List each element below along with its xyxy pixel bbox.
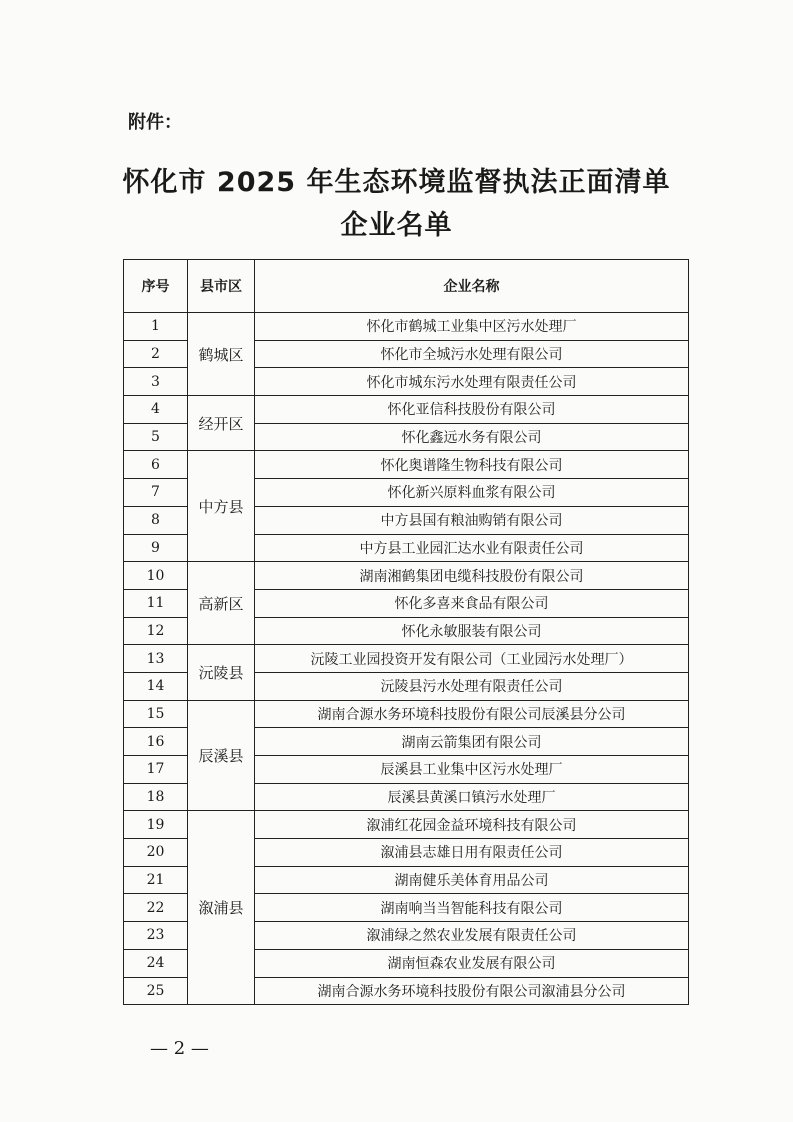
table-header-row <box>124 260 689 313</box>
county-cell: 溆浦县 <box>188 811 255 1005</box>
row-index: 3 <box>124 368 188 396</box>
row-index: 10 <box>124 562 188 590</box>
county-cell: 辰溪县 <box>188 700 255 811</box>
company-name: 沅陵工业园投资开发有限公司（工业园污水处理厂） <box>255 645 689 673</box>
row-index: 9 <box>124 534 188 562</box>
company-name: 湖南健乐美体育用品公司 <box>255 866 689 894</box>
row-index: 17 <box>124 756 188 784</box>
row-index: 4 <box>124 396 188 424</box>
document-title: 怀化市 2025 年生态环境监督执法正面清单 <box>122 167 671 198</box>
company-name: 湖南响当当智能科技有限公司 <box>255 894 689 922</box>
company-name: 湖南合源水务环境科技股份有限公司辰溪县分公司 <box>255 700 689 728</box>
row-index: 1 <box>124 313 188 341</box>
company-name: 怀化奥谱隆生物科技有限公司 <box>255 451 689 479</box>
table-row <box>124 396 689 424</box>
row-index: 16 <box>124 728 188 756</box>
company-name: 怀化永敏服装有限公司 <box>255 617 689 645</box>
table-row <box>124 313 689 341</box>
county-cell: 鹤城区 <box>188 313 255 396</box>
row-index: 11 <box>124 589 188 617</box>
table-row <box>124 451 689 479</box>
header-company: 企业名称 <box>255 260 689 313</box>
attachment-label: 附件： <box>128 112 182 133</box>
row-index: 21 <box>124 866 188 894</box>
row-index: 5 <box>124 423 188 451</box>
company-name: 溆浦红花园金益环境科技有限公司 <box>255 811 689 839</box>
company-name: 怀化市全城污水处理有限公司 <box>255 340 689 368</box>
company-name: 怀化亚信科技股份有限公司 <box>255 396 689 424</box>
company-name: 怀化新兴原料血浆有限公司 <box>255 479 689 507</box>
company-name: 溆浦县志雄日用有限责任公司 <box>255 839 689 867</box>
row-index: 19 <box>124 811 188 839</box>
company-name: 辰溪县黄溪口镇污水处理厂 <box>255 783 689 811</box>
company-name: 怀化鑫远水务有限公司 <box>255 423 689 451</box>
company-name: 沅陵县污水处理有限责任公司 <box>255 672 689 700</box>
county-cell: 经开区 <box>188 396 255 451</box>
row-index: 13 <box>124 645 188 673</box>
header-index: 序号 <box>124 260 188 313</box>
company-name: 怀化多喜来食品有限公司 <box>255 589 689 617</box>
company-name: 湖南云箭集团有限公司 <box>255 728 689 756</box>
row-index: 22 <box>124 894 188 922</box>
company-name: 辰溪县工业集中区污水处理厂 <box>255 756 689 784</box>
county-cell: 高新区 <box>188 562 255 645</box>
row-index: 25 <box>124 977 188 1005</box>
company-name: 湖南湘鹤集团电缆科技股份有限公司 <box>255 562 689 590</box>
row-index: 8 <box>124 506 188 534</box>
row-index: 7 <box>124 479 188 507</box>
county-cell: 中方县 <box>188 451 255 562</box>
company-name: 湖南合源水务环境科技股份有限公司溆浦县分公司 <box>255 977 689 1005</box>
table-row <box>124 811 689 839</box>
row-index: 20 <box>124 839 188 867</box>
row-index: 12 <box>124 617 188 645</box>
table-body <box>124 313 689 1005</box>
company-name: 怀化市城东污水处理有限责任公司 <box>255 368 689 396</box>
row-index: 23 <box>124 922 188 950</box>
county-cell: 沅陵县 <box>188 645 255 700</box>
row-index: 2 <box>124 340 188 368</box>
company-name: 中方县国有粮油购销有限公司 <box>255 506 689 534</box>
row-index: 14 <box>124 672 188 700</box>
header-county: 县市区 <box>188 260 255 313</box>
table-row <box>124 700 689 728</box>
table-row <box>124 645 689 673</box>
document-subtitle: 企业名单 <box>340 210 453 241</box>
company-name: 溆浦绿之然农业发展有限责任公司 <box>255 922 689 950</box>
row-index: 15 <box>124 700 188 728</box>
table-row <box>124 562 689 590</box>
row-index: 18 <box>124 783 188 811</box>
company-name: 中方县工业园汇达水业有限责任公司 <box>255 534 689 562</box>
page-number: — 2 — <box>150 1038 209 1059</box>
row-index: 24 <box>124 949 188 977</box>
row-index: 6 <box>124 451 188 479</box>
enterprise-table <box>123 259 689 1005</box>
company-name: 湖南恒森农业发展有限公司 <box>255 949 689 977</box>
company-name: 怀化市鹤城工业集中区污水处理厂 <box>255 313 689 341</box>
